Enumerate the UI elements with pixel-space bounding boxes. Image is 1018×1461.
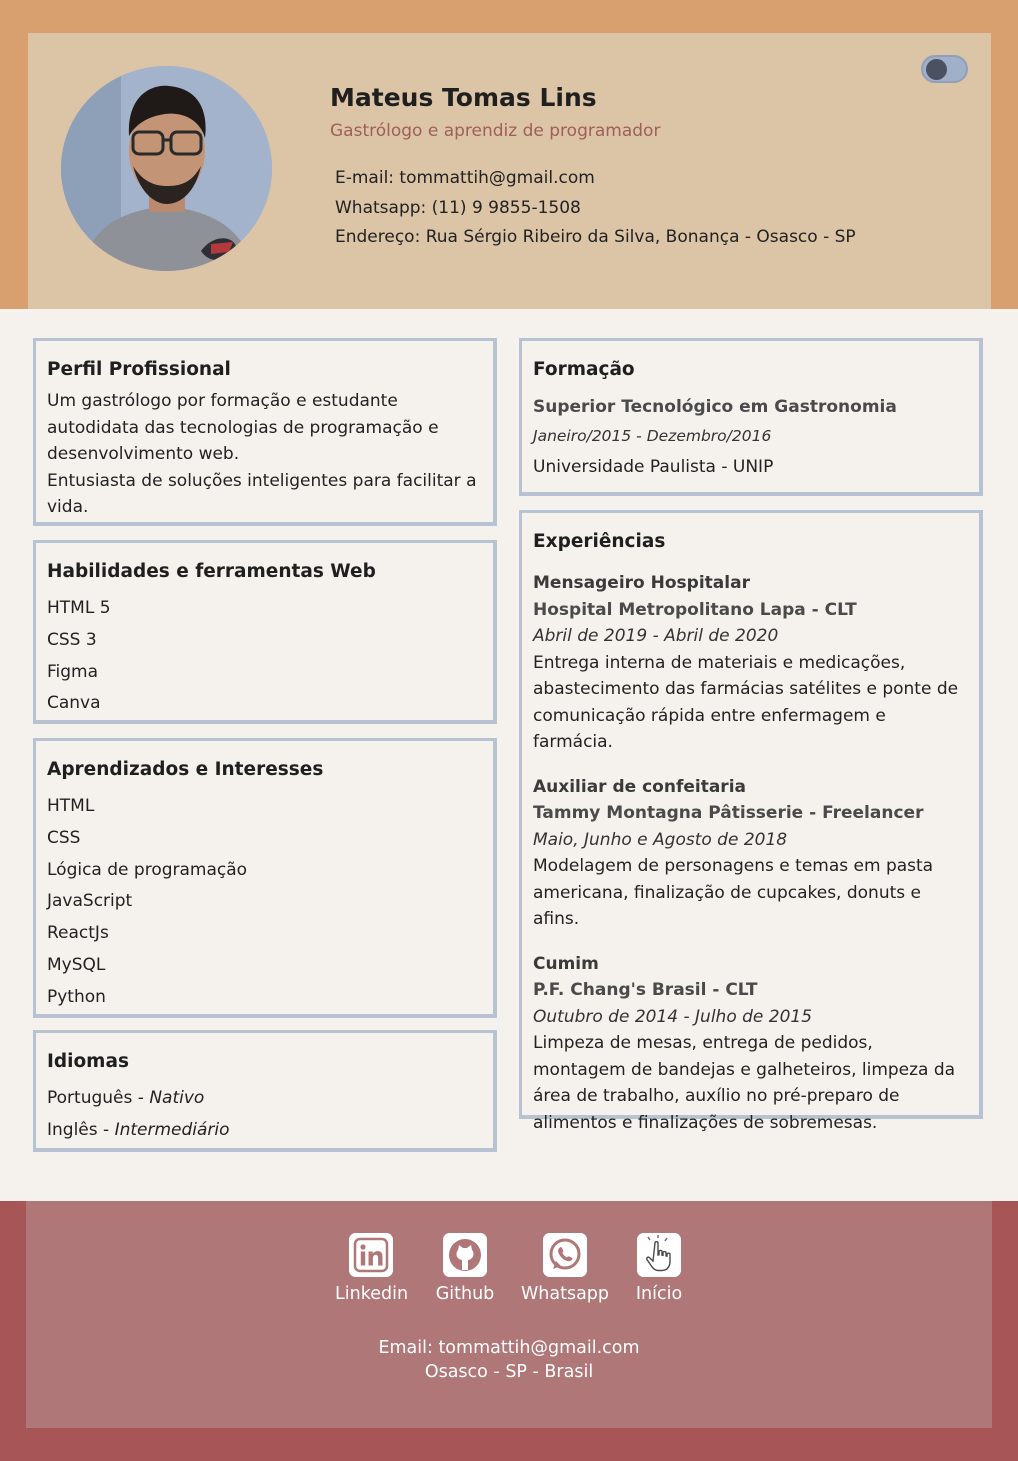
footer-email: Email: tommattih@gmail.com <box>378 1338 640 1358</box>
language-level: Nativo <box>149 1088 205 1108</box>
list-item: HTML 5 <box>47 598 111 618</box>
habilidades-card <box>33 540 497 724</box>
list-item: CSS <box>47 827 81 848</box>
list-item: MySQL <box>47 954 106 975</box>
inicio-label: Início <box>635 1284 683 1304</box>
footer-location: Osasco - SP - Brasil <box>424 1362 594 1382</box>
job-period: Outubro de 2014 - Julho de 2015 <box>533 1006 813 1027</box>
subtitle: Gastrólogo e aprendiz de programador <box>330 121 661 141</box>
language-level: Intermediário <box>114 1119 230 1140</box>
list-item: Figma <box>47 661 99 682</box>
perfil-text-2: Entusiasta de soluções inteligentes para facilitar a vida. <box>47 470 477 517</box>
github-icon <box>443 1233 487 1277</box>
inicio-link[interactable] <box>628 1233 690 1304</box>
language-name: Português - <box>47 1088 150 1108</box>
list-item: Python <box>47 986 106 1007</box>
linkedin-link[interactable] <box>335 1233 407 1304</box>
github-link[interactable] <box>433 1233 497 1304</box>
pointer-hand-icon <box>637 1233 681 1277</box>
experiencias-title: Experiências <box>533 531 666 552</box>
contact-email: E-mail: tommattih@gmail.com <box>335 168 595 188</box>
idiomas-title: Idiomas <box>47 1051 129 1072</box>
list-item: Canva <box>47 693 101 714</box>
footer-card <box>26 1201 992 1428</box>
whatsapp-icon <box>543 1233 587 1277</box>
formacao-card <box>519 338 983 496</box>
list-item: CSS 3 <box>47 629 97 650</box>
page-title: Mateus Tomas Lins <box>330 83 597 112</box>
toggle-switch-icon <box>926 59 947 80</box>
theme-toggle[interactable] <box>921 55 968 83</box>
avatar <box>61 66 272 271</box>
job-description: Limpeza de mesas, entrega de pedidos, montagem de bandejas e galheteiros, limpeza da área de trabalho, auxílio no pré-preparo de alimentos e finalizações de sobremesas. <box>533 1033 956 1133</box>
job-company: P.F. Chang's Brasil - CLT <box>533 980 758 1000</box>
github-label: Github <box>435 1284 495 1304</box>
footer-info <box>26 1336 992 1384</box>
list-item: Lógica de programação <box>47 859 248 880</box>
job-entry <box>533 570 968 756</box>
contact-address: Endereço: Rua Sérgio Ribeiro da Silva, Bonança - Osasco - SP <box>335 227 856 247</box>
formacao-title: Formação <box>533 359 635 380</box>
job-title: Auxiliar de confeitaria <box>533 776 746 797</box>
linkedin-label: Linkedin <box>335 1284 409 1304</box>
aprendizados-list <box>47 791 482 1014</box>
aprendizados-card <box>33 738 497 1018</box>
list-item <box>47 1083 482 1115</box>
job-description: Modelagem de personagens e temas em pasta americana, finalização de cupcakes, donuts e afins. <box>533 856 934 929</box>
list-item: HTML <box>47 796 95 816</box>
job-title: Mensageiro Hospitalar <box>533 573 750 593</box>
habilidades-title: Habilidades e ferramentas Web <box>47 561 376 582</box>
idiomas-card <box>33 1030 497 1152</box>
course-name: Superior Tecnológico em Gastronomia <box>533 397 897 417</box>
whatsapp-link[interactable] <box>520 1233 610 1304</box>
list-item: ReactJs <box>47 923 109 944</box>
job-company: Tammy Montagna Pâtisserie - Freelancer <box>533 803 924 823</box>
contact-whatsapp: Whatsapp: (11) 9 9855-1508 <box>335 197 581 218</box>
idiomas-list <box>47 1083 482 1146</box>
aprendizados-title: Aprendizados e Interesses <box>47 759 324 780</box>
profile-photo <box>61 66 272 271</box>
perfil-card <box>33 338 497 526</box>
job-description: Entrega interna de materiais e medicações, abastecimento das farmácias satélites e ponte de comunicação rápida entre enfermagem e farmácia. <box>533 652 959 752</box>
job-period: Abril de 2019 - Abril de 2020 <box>533 626 779 646</box>
header-card <box>28 33 991 309</box>
school-name: Universidade Paulista - UNIP <box>533 457 774 477</box>
job-company: Hospital Metropolitano Lapa - CLT <box>533 599 857 620</box>
experiencias-card <box>519 510 983 1133</box>
perfil-text: Um gastrólogo por formação e estudante autodidata das tecnologias de programação e desenvolvimento web. <box>47 391 439 464</box>
list-item: JavaScript <box>47 891 133 912</box>
course-period: Janeiro/2015 - Dezembro/2016 <box>533 427 772 445</box>
list-item <box>47 1115 482 1147</box>
whatsapp-label: Whatsapp <box>520 1284 610 1304</box>
job-title: Cumim <box>533 953 599 974</box>
job-entry <box>533 951 968 1137</box>
habilidades-list <box>47 593 482 720</box>
perfil-title: Perfil Profissional <box>47 359 231 380</box>
job-period: Maio, Junho e Agosto de 2018 <box>533 829 788 850</box>
job-entry <box>533 774 968 933</box>
contact-list <box>335 166 856 255</box>
linkedin-icon <box>349 1233 393 1277</box>
language-name: Inglês - <box>47 1119 115 1140</box>
